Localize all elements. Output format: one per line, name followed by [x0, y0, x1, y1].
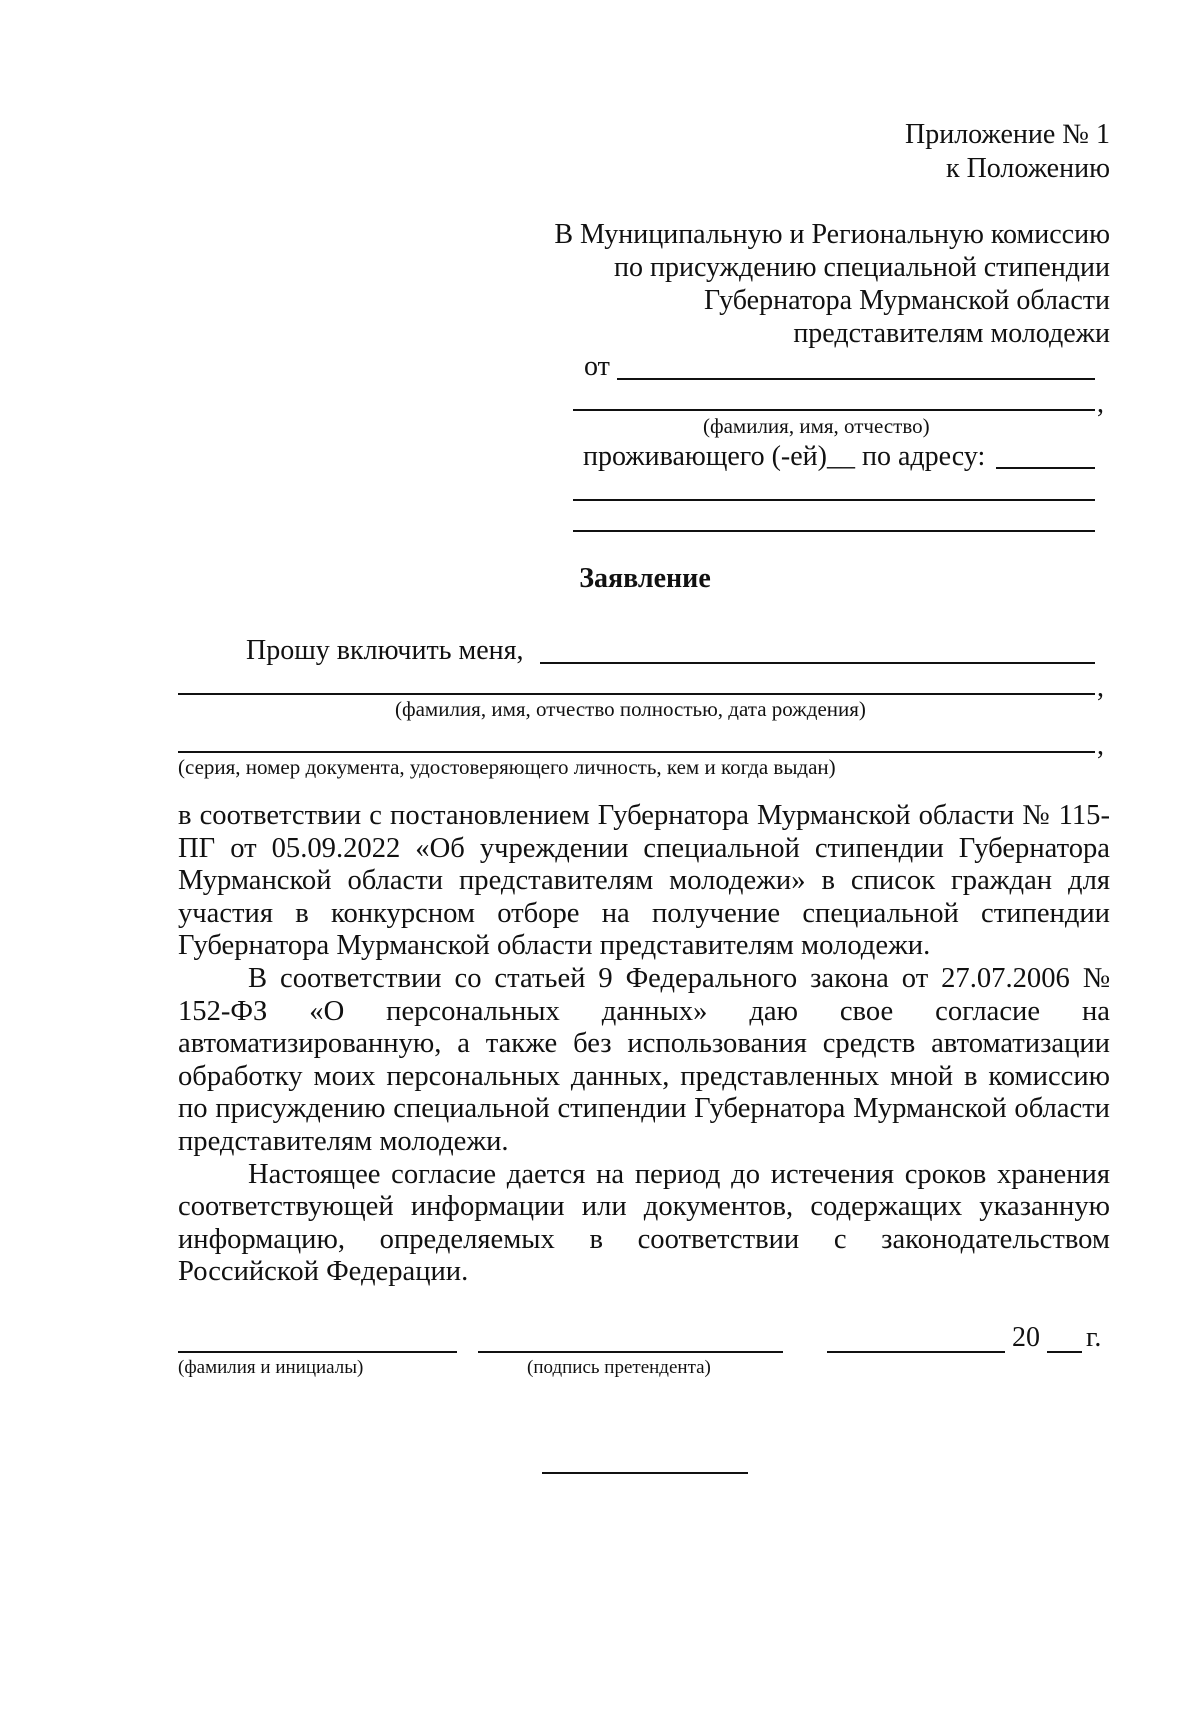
from-name-line-1[interactable] — [617, 378, 1095, 380]
address-line-1[interactable] — [996, 467, 1095, 469]
request-name-line-1[interactable] — [540, 662, 1095, 664]
signature-name-caption: (фамилия и инициалы) — [178, 1357, 364, 1378]
body-text — [178, 800, 1110, 1289]
signature-date-line[interactable] — [827, 1351, 1005, 1353]
request-name-line-2[interactable] — [178, 693, 1095, 695]
from-name-caption: (фамилия, имя, отчество) — [703, 414, 930, 438]
address-line-3[interactable] — [573, 530, 1095, 532]
year-line[interactable] — [1047, 1351, 1082, 1353]
paragraph-basis: в соответствии с постановлением Губернатора Мурманской области № 115-ПГ от 05.09.2022 «Об учреждении специальной стипендии Губернатора Мурманской области представителям молодежи» в список граждан для участия в конкурсном отборе на получение специальной стипендии Губернатора Мурманской области представителям молодежи. — [178, 800, 1110, 962]
year-prefix: 20 — [1012, 1322, 1040, 1353]
request-comma-2: , — [1097, 730, 1104, 761]
annex-reference: к Положению — [945, 153, 1110, 184]
paragraph-consent: В соответствии со статьей 9 Федерального закона от 27.07.2006 № 152-ФЗ «О персональных данных» даю свое согласие на автоматизированную, а также без использования средств автоматизации обработку моих персональных данных, представленных мной в комиссию по присуждению специальной стипендии Губернатора Мурманской области представителям молодежи. — [178, 962, 1110, 1157]
request-comma-1: , — [1097, 672, 1104, 703]
from-label: от — [584, 351, 610, 382]
bottom-separator — [542, 1472, 748, 1474]
addressee-line-3: Губернатора Мурманской области — [704, 285, 1110, 316]
address-label: проживающего (-ей)__ по адресу: — [583, 441, 986, 472]
from-comma: , — [1097, 388, 1104, 419]
addressee-line-1: В Муниципальную и Региональную комиссию — [554, 219, 1110, 250]
address-line-2[interactable] — [573, 499, 1095, 501]
request-document-caption: (серия, номер документа, удостоверяющего личность, кем и когда выдан) — [178, 755, 836, 779]
year-suffix: г. — [1086, 1322, 1102, 1353]
addressee-line-4: представителям молодежи — [793, 318, 1110, 349]
request-document-line[interactable] — [178, 751, 1095, 753]
signature-sign-line[interactable] — [478, 1351, 783, 1353]
request-name-caption: (фамилия, имя, отчество полностью, дата рождения) — [395, 697, 866, 721]
signature-sign-caption: (подпись претендента) — [527, 1357, 711, 1378]
request-lead: Прошу включить меня, — [246, 635, 524, 666]
signature-name-line[interactable] — [178, 1351, 457, 1353]
annex-number: Приложение № 1 — [905, 119, 1110, 150]
from-name-line-2[interactable] — [573, 409, 1095, 411]
paragraph-term: Настоящее согласие дается на период до истечения сроков хранения соответствующей информации или документов, содержащих указанную информацию, определяемых в соответствии с законодательством Российской Федерации. — [178, 1158, 1110, 1288]
addressee-line-2: по присуждению специальной стипендии — [613, 252, 1110, 283]
document-title: Заявление — [579, 563, 711, 594]
